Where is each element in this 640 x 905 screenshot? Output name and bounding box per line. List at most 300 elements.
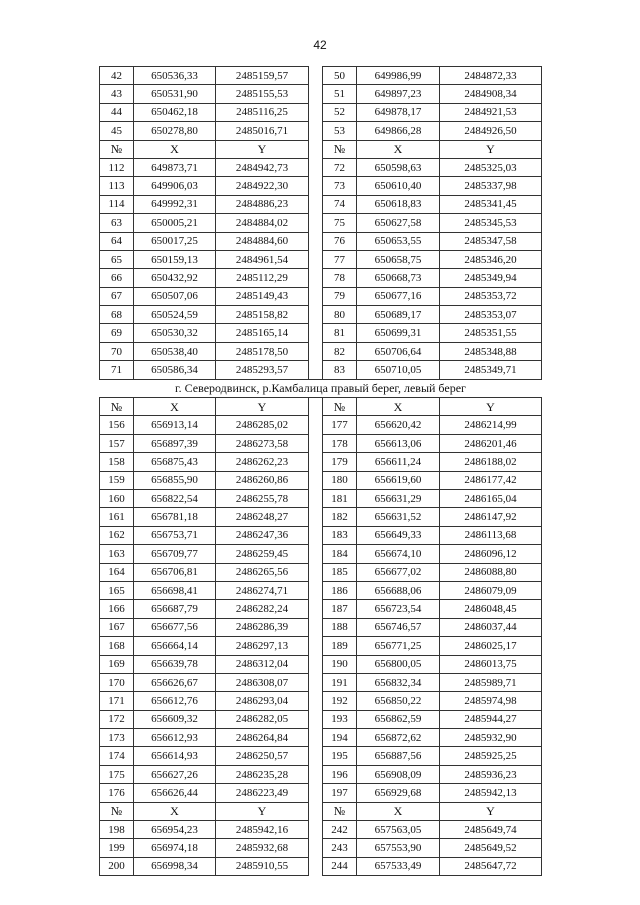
table-row: [100, 342, 542, 360]
x-coordinate-left: 650531,90: [134, 85, 216, 103]
point-number-left: 167: [100, 618, 134, 636]
table-row: [100, 85, 542, 103]
point-number-left: 198: [100, 821, 134, 839]
x-coordinate-left: 656614,93: [134, 747, 216, 765]
y-coordinate-right: 2485353,72: [440, 287, 542, 305]
point-number-right: 52: [323, 103, 357, 121]
x-coordinate-right: 656611,24: [357, 453, 440, 471]
x-coordinate-right: 650598,63: [357, 158, 440, 176]
x-coordinate-right: 650668,73: [357, 269, 440, 287]
y-coordinate-left: 2484961,54: [216, 250, 309, 268]
point-number-right: 192: [323, 692, 357, 710]
table-row: [100, 306, 542, 324]
header-num-left: №: [100, 398, 134, 416]
y-coordinate-left: 2485910,55: [216, 857, 309, 875]
point-number-right: 182: [323, 508, 357, 526]
column-gap: [309, 471, 323, 489]
column-gap: [309, 821, 323, 839]
column-gap: [309, 140, 323, 158]
section-caption-row: [100, 379, 542, 397]
point-number-left: 199: [100, 839, 134, 857]
coordinates-table: [99, 66, 542, 876]
y-coordinate-right: 2485353,07: [440, 306, 542, 324]
table-row: [100, 839, 542, 857]
column-gap: [309, 784, 323, 802]
table-row: [100, 324, 542, 342]
y-coordinate-right: 2485341,45: [440, 195, 542, 213]
y-coordinate-right: 2485647,72: [440, 857, 542, 875]
x-coordinate-right: 656887,56: [357, 747, 440, 765]
point-number-right: 77: [323, 250, 357, 268]
y-coordinate-left: 2485165,14: [216, 324, 309, 342]
x-coordinate-left: 650278,80: [134, 122, 216, 140]
column-gap: [309, 398, 323, 416]
y-coordinate-left: 2486282,05: [216, 710, 309, 728]
x-coordinate-right: 657553,90: [357, 839, 440, 857]
x-coordinate-right: 656862,59: [357, 710, 440, 728]
x-coordinate-right: 656619,60: [357, 471, 440, 489]
x-coordinate-right: 656613,06: [357, 434, 440, 452]
table-row: [100, 673, 542, 691]
x-coordinate-right: 656620,42: [357, 416, 440, 434]
point-number-right: 187: [323, 600, 357, 618]
x-coordinate-left: 656974,18: [134, 839, 216, 857]
point-number-left: 44: [100, 103, 134, 121]
table-row: [100, 747, 542, 765]
x-coordinate-right: 656872,62: [357, 729, 440, 747]
point-number-right: 177: [323, 416, 357, 434]
header-y-right: Y: [440, 802, 542, 820]
x-coordinate-right: 656746,57: [357, 618, 440, 636]
y-coordinate-right: 2485347,58: [440, 232, 542, 250]
column-gap: [309, 600, 323, 618]
y-coordinate-left: 2485932,68: [216, 839, 309, 857]
point-number-right: 183: [323, 526, 357, 544]
column-gap: [309, 232, 323, 250]
x-coordinate-right: 649878,17: [357, 103, 440, 121]
y-coordinate-left: 2486259,45: [216, 545, 309, 563]
table-row: [100, 471, 542, 489]
point-number-left: 67: [100, 287, 134, 305]
point-number-left: 174: [100, 747, 134, 765]
x-coordinate-right: 650653,55: [357, 232, 440, 250]
y-coordinate-right: 2485649,52: [440, 839, 542, 857]
y-coordinate-left: 2486265,56: [216, 563, 309, 581]
point-number-right: 81: [323, 324, 357, 342]
point-number-left: 163: [100, 545, 134, 563]
point-number-right: 82: [323, 342, 357, 360]
x-coordinate-left: 650536,33: [134, 67, 216, 85]
x-coordinate-left: 656897,39: [134, 434, 216, 452]
point-number-right: 244: [323, 857, 357, 875]
x-coordinate-left: 650017,25: [134, 232, 216, 250]
y-coordinate-right: 2484921,53: [440, 103, 542, 121]
table-row: [100, 710, 542, 728]
page-number: 42: [313, 38, 327, 52]
header-num-right: №: [323, 140, 357, 158]
point-number-right: 78: [323, 269, 357, 287]
x-coordinate-left: 650507,06: [134, 287, 216, 305]
y-coordinate-right: 2486037,44: [440, 618, 542, 636]
column-gap: [309, 67, 323, 85]
table-header-row: [100, 802, 542, 820]
column-gap: [309, 287, 323, 305]
point-number-left: 161: [100, 508, 134, 526]
table-row: [100, 563, 542, 581]
column-gap: [309, 195, 323, 213]
y-coordinate-left: 2485155,53: [216, 85, 309, 103]
x-coordinate-left: 656822,54: [134, 489, 216, 507]
point-number-right: 185: [323, 563, 357, 581]
column-gap: [309, 324, 323, 342]
x-coordinate-right: 656908,09: [357, 765, 440, 783]
table-row: [100, 489, 542, 507]
x-coordinate-left: 656913,14: [134, 416, 216, 434]
point-number-left: 71: [100, 361, 134, 379]
header-y-left: Y: [216, 140, 309, 158]
x-coordinate-left: 656612,93: [134, 729, 216, 747]
point-number-right: 181: [323, 489, 357, 507]
x-coordinate-right: 650689,17: [357, 306, 440, 324]
y-coordinate-left: 2485178,50: [216, 342, 309, 360]
x-coordinate-left: 650530,32: [134, 324, 216, 342]
point-number-left: 45: [100, 122, 134, 140]
point-number-right: 72: [323, 158, 357, 176]
header-x-left: X: [134, 140, 216, 158]
table-row: [100, 618, 542, 636]
point-number-right: 184: [323, 545, 357, 563]
table-row: [100, 67, 542, 85]
x-coordinate-right: 656674,10: [357, 545, 440, 563]
point-number-right: 188: [323, 618, 357, 636]
y-coordinate-right: 2486188,02: [440, 453, 542, 471]
table-row: [100, 287, 542, 305]
y-coordinate-right: 2486165,04: [440, 489, 542, 507]
column-gap: [309, 545, 323, 563]
point-number-left: 70: [100, 342, 134, 360]
y-coordinate-left: 2486235,28: [216, 765, 309, 783]
y-coordinate-left: 2486223,49: [216, 784, 309, 802]
table-row: [100, 765, 542, 783]
x-coordinate-right: 656631,52: [357, 508, 440, 526]
header-y-right: Y: [440, 140, 542, 158]
point-number-right: 189: [323, 637, 357, 655]
point-number-left: 173: [100, 729, 134, 747]
y-coordinate-left: 2486274,71: [216, 581, 309, 599]
x-coordinate-left: 656677,56: [134, 618, 216, 636]
point-number-left: 113: [100, 177, 134, 195]
x-coordinate-left: 649906,03: [134, 177, 216, 195]
x-coordinate-left: 656612,76: [134, 692, 216, 710]
coordinates-table-body: [100, 67, 542, 876]
header-x-right: X: [357, 398, 440, 416]
column-gap: [309, 729, 323, 747]
y-coordinate-right: 2485348,88: [440, 342, 542, 360]
header-num-right: №: [323, 398, 357, 416]
y-coordinate-left: 2486247,36: [216, 526, 309, 544]
column-gap: [309, 857, 323, 875]
y-coordinate-right: 2485925,25: [440, 747, 542, 765]
x-coordinate-right: 656649,33: [357, 526, 440, 544]
y-coordinate-left: 2486308,07: [216, 673, 309, 691]
point-number-left: 200: [100, 857, 134, 875]
y-coordinate-left: 2484884,60: [216, 232, 309, 250]
point-number-left: 156: [100, 416, 134, 434]
x-coordinate-left: 650159,13: [134, 250, 216, 268]
column-gap: [309, 692, 323, 710]
y-coordinate-right: 2485351,55: [440, 324, 542, 342]
point-number-left: 176: [100, 784, 134, 802]
column-gap: [309, 747, 323, 765]
table-row: [100, 453, 542, 471]
x-coordinate-left: 656627,26: [134, 765, 216, 783]
column-gap: [309, 306, 323, 324]
point-number-left: 160: [100, 489, 134, 507]
y-coordinate-left: 2485293,57: [216, 361, 309, 379]
x-coordinate-right: 650706,64: [357, 342, 440, 360]
y-coordinate-right: 2485346,20: [440, 250, 542, 268]
x-coordinate-right: 650699,31: [357, 324, 440, 342]
point-number-left: 159: [100, 471, 134, 489]
y-coordinate-right: 2486079,09: [440, 581, 542, 599]
column-gap: [309, 655, 323, 673]
y-coordinate-right: 2485932,90: [440, 729, 542, 747]
point-number-left: 166: [100, 600, 134, 618]
point-number-right: 242: [323, 821, 357, 839]
header-x-right: X: [357, 802, 440, 820]
point-number-left: 169: [100, 655, 134, 673]
y-coordinate-left: 2486262,23: [216, 453, 309, 471]
x-coordinate-left: 649992,31: [134, 195, 216, 213]
x-coordinate-left: 656687,79: [134, 600, 216, 618]
y-coordinate-left: 2484922,30: [216, 177, 309, 195]
y-coordinate-right: 2485936,23: [440, 765, 542, 783]
table-row: [100, 600, 542, 618]
column-gap: [309, 637, 323, 655]
column-gap: [309, 673, 323, 691]
y-coordinate-right: 2486177,42: [440, 471, 542, 489]
table-row: [100, 729, 542, 747]
point-number-right: 195: [323, 747, 357, 765]
y-coordinate-left: 2486312,04: [216, 655, 309, 673]
y-coordinate-left: 2486282,24: [216, 600, 309, 618]
table-row: [100, 637, 542, 655]
x-coordinate-left: 656698,41: [134, 581, 216, 599]
point-number-right: 51: [323, 85, 357, 103]
y-coordinate-right: 2486147,92: [440, 508, 542, 526]
point-number-left: 42: [100, 67, 134, 85]
column-gap: [309, 765, 323, 783]
header-num-left: №: [100, 140, 134, 158]
table-row: [100, 177, 542, 195]
x-coordinate-right: 656850,22: [357, 692, 440, 710]
point-number-right: 80: [323, 306, 357, 324]
point-number-right: 83: [323, 361, 357, 379]
table-row: [100, 821, 542, 839]
x-coordinate-right: 650610,40: [357, 177, 440, 195]
y-coordinate-right: 2486048,45: [440, 600, 542, 618]
point-number-left: 170: [100, 673, 134, 691]
x-coordinate-left: 656639,78: [134, 655, 216, 673]
point-number-left: 64: [100, 232, 134, 250]
y-coordinate-right: 2486096,12: [440, 545, 542, 563]
column-gap: [309, 214, 323, 232]
table-row: [100, 250, 542, 268]
x-coordinate-right: 656832,34: [357, 673, 440, 691]
x-coordinate-left: 656781,18: [134, 508, 216, 526]
point-number-left: 68: [100, 306, 134, 324]
point-number-right: 194: [323, 729, 357, 747]
header-num-right: №: [323, 802, 357, 820]
point-number-right: 50: [323, 67, 357, 85]
header-x-left: X: [134, 802, 216, 820]
x-coordinate-left: 656626,67: [134, 673, 216, 691]
y-coordinate-left: 2486297,13: [216, 637, 309, 655]
y-coordinate-right: 2485337,98: [440, 177, 542, 195]
x-coordinate-right: 649897,23: [357, 85, 440, 103]
y-coordinate-left: 2484886,23: [216, 195, 309, 213]
column-gap: [309, 526, 323, 544]
point-number-right: 79: [323, 287, 357, 305]
table-row: [100, 158, 542, 176]
x-coordinate-left: 656753,71: [134, 526, 216, 544]
x-coordinate-right: 650677,16: [357, 287, 440, 305]
y-coordinate-left: 2485158,82: [216, 306, 309, 324]
x-coordinate-left: 650524,59: [134, 306, 216, 324]
point-number-left: 65: [100, 250, 134, 268]
point-number-right: 243: [323, 839, 357, 857]
point-number-left: 63: [100, 214, 134, 232]
x-coordinate-right: 656771,25: [357, 637, 440, 655]
y-coordinate-left: 2486255,78: [216, 489, 309, 507]
point-number-right: 179: [323, 453, 357, 471]
x-coordinate-left: 656609,32: [134, 710, 216, 728]
point-number-left: 69: [100, 324, 134, 342]
x-coordinate-left: 656954,23: [134, 821, 216, 839]
column-gap: [309, 839, 323, 857]
point-number-right: 74: [323, 195, 357, 213]
point-number-right: 53: [323, 122, 357, 140]
point-number-right: 193: [323, 710, 357, 728]
column-gap: [309, 103, 323, 121]
column-gap: [309, 618, 323, 636]
table-row: [100, 545, 542, 563]
x-coordinate-left: 656709,77: [134, 545, 216, 563]
point-number-left: 112: [100, 158, 134, 176]
y-coordinate-right: 2486025,17: [440, 637, 542, 655]
point-number-right: 196: [323, 765, 357, 783]
y-coordinate-left: 2484942,73: [216, 158, 309, 176]
column-gap: [309, 269, 323, 287]
y-coordinate-left: 2484884,02: [216, 214, 309, 232]
column-gap: [309, 250, 323, 268]
y-coordinate-right: 2486013,75: [440, 655, 542, 673]
point-number-left: 168: [100, 637, 134, 655]
y-coordinate-right: 2486201,46: [440, 434, 542, 452]
table-row: [100, 526, 542, 544]
x-coordinate-right: 656688,06: [357, 581, 440, 599]
table-row: [100, 361, 542, 379]
point-number-left: 172: [100, 710, 134, 728]
x-coordinate-right: 650710,05: [357, 361, 440, 379]
column-gap: [309, 434, 323, 452]
y-coordinate-right: 2485942,13: [440, 784, 542, 802]
point-number-right: 186: [323, 581, 357, 599]
header-y-left: Y: [216, 802, 309, 820]
column-gap: [309, 489, 323, 507]
point-number-left: 171: [100, 692, 134, 710]
x-coordinate-right: 656929,68: [357, 784, 440, 802]
y-coordinate-right: 2485349,71: [440, 361, 542, 379]
header-x-left: X: [134, 398, 216, 416]
x-coordinate-left: 650586,34: [134, 361, 216, 379]
table-header-row: [100, 140, 542, 158]
y-coordinate-right: 2484908,34: [440, 85, 542, 103]
x-coordinate-left: 650538,40: [134, 342, 216, 360]
x-coordinate-right: 650618,83: [357, 195, 440, 213]
y-coordinate-right: 2485989,71: [440, 673, 542, 691]
x-coordinate-right: 649866,28: [357, 122, 440, 140]
header-y-left: Y: [216, 398, 309, 416]
y-coordinate-left: 2486248,27: [216, 508, 309, 526]
x-coordinate-left: 650005,21: [134, 214, 216, 232]
y-coordinate-left: 2486285,02: [216, 416, 309, 434]
x-coordinate-right: 656631,29: [357, 489, 440, 507]
table-row: [100, 269, 542, 287]
point-number-left: 114: [100, 195, 134, 213]
x-coordinate-right: 650627,58: [357, 214, 440, 232]
column-gap: [309, 158, 323, 176]
column-gap: [309, 508, 323, 526]
x-coordinate-right: 656677,02: [357, 563, 440, 581]
table-row: [100, 416, 542, 434]
point-number-right: 197: [323, 784, 357, 802]
y-coordinate-right: 2486214,99: [440, 416, 542, 434]
column-gap: [309, 453, 323, 471]
point-number-right: 180: [323, 471, 357, 489]
y-coordinate-left: 2485016,71: [216, 122, 309, 140]
point-number-right: 190: [323, 655, 357, 673]
y-coordinate-left: 2486273,58: [216, 434, 309, 452]
y-coordinate-left: 2486293,04: [216, 692, 309, 710]
header-y-right: Y: [440, 398, 542, 416]
table-row: [100, 434, 542, 452]
table-row: [100, 214, 542, 232]
table-row: [100, 232, 542, 250]
x-coordinate-right: 649986,99: [357, 67, 440, 85]
table-row: [100, 655, 542, 673]
y-coordinate-right: 2485349,94: [440, 269, 542, 287]
column-gap: [309, 416, 323, 434]
y-coordinate-left: 2485942,16: [216, 821, 309, 839]
table-row: [100, 857, 542, 875]
column-gap: [309, 581, 323, 599]
header-num-left: №: [100, 802, 134, 820]
point-number-right: 191: [323, 673, 357, 691]
table-row: [100, 195, 542, 213]
y-coordinate-right: 2484872,33: [440, 67, 542, 85]
x-coordinate-right: 656800,05: [357, 655, 440, 673]
y-coordinate-right: 2485325,03: [440, 158, 542, 176]
table-row: [100, 692, 542, 710]
y-coordinate-right: 2485944,27: [440, 710, 542, 728]
x-coordinate-left: 656855,90: [134, 471, 216, 489]
y-coordinate-right: 2486113,68: [440, 526, 542, 544]
table-row: [100, 122, 542, 140]
x-coordinate-left: 656998,34: [134, 857, 216, 875]
column-gap: [309, 563, 323, 581]
point-number-left: 66: [100, 269, 134, 287]
